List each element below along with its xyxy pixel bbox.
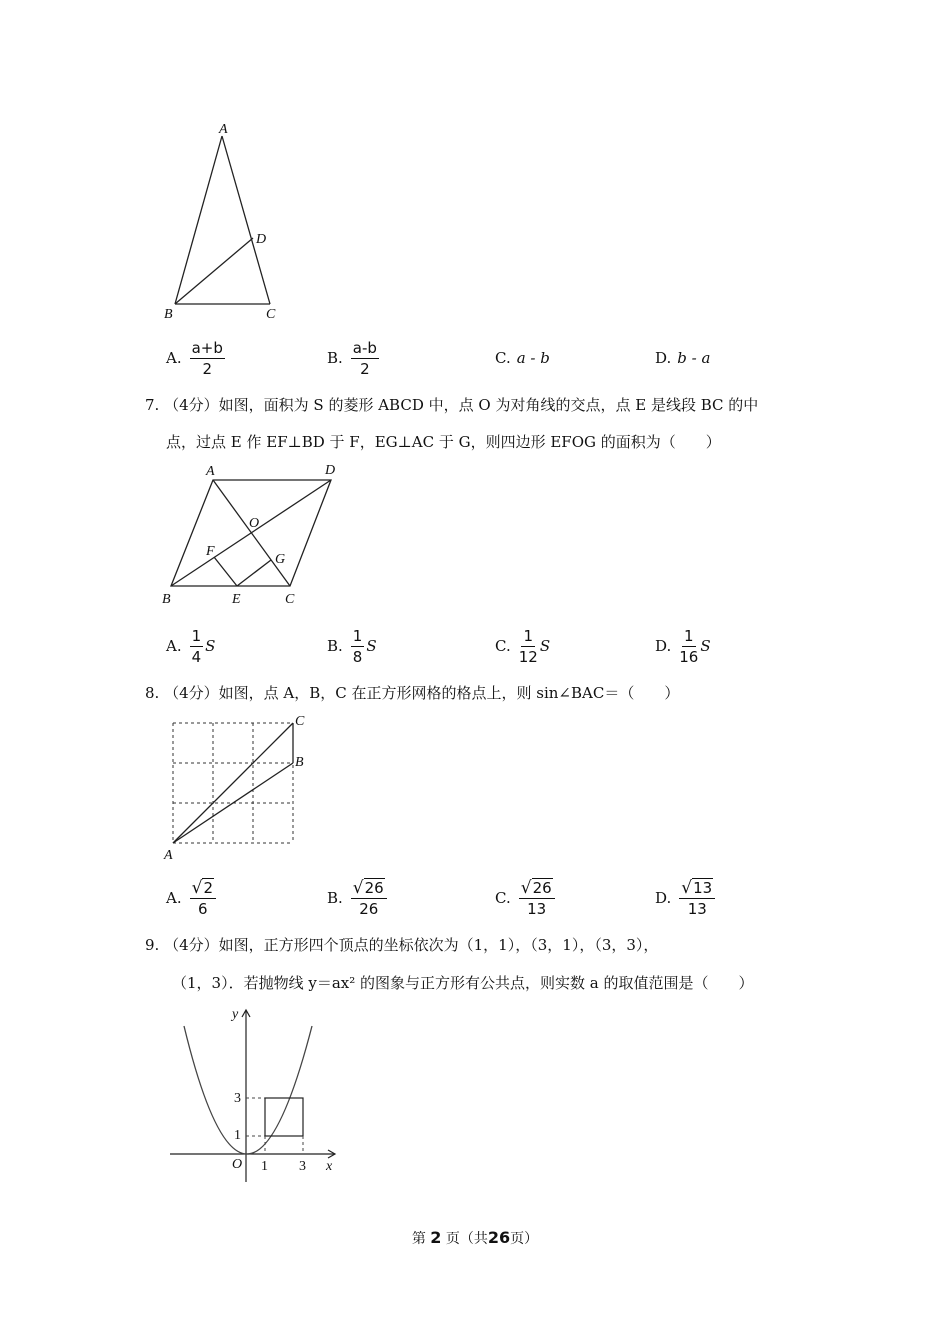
q7-label-o: O [249, 516, 260, 531]
q7-label-g: G [275, 552, 286, 567]
q8-option-c-fraction: √ 26 13 [519, 878, 555, 919]
q6-triangle-figure [155, 118, 295, 328]
q8-label-c: C [295, 714, 305, 729]
q7-number: 7. [145, 396, 160, 414]
q7-label-c: C [285, 592, 295, 607]
q9-square [265, 1098, 303, 1136]
q7-text-line1: 如图，面积为 S 的菱形 ABCD 中，点 O 为对角线的交点，点 E 是线段 BC 的中 [218, 396, 759, 414]
q7-option-c[interactable]: C. $\frac{1}{12}$ S [495, 626, 551, 666]
q9-text-line1: 如图，正方形四个顶点的坐标依次为（1，1），（3，1），（3，3）， [218, 936, 659, 954]
q6-label-c: C [266, 307, 276, 322]
q8-option-d[interactable] [655, 874, 717, 922]
q7-option-d-fraction: $\frac{1}{16}$ [679, 626, 699, 666]
q7-rhombus-figure [155, 455, 355, 610]
q7-option-b-fraction: $\frac{1}{8}$ [352, 626, 363, 666]
q8-label-b: B [295, 755, 304, 770]
q6-label-d: D [256, 232, 267, 247]
q6-segment-bd [175, 238, 253, 304]
q7-segment-eg [237, 560, 271, 586]
q7-option-a-fraction: $\frac{1}{4}$ [191, 626, 202, 666]
q7-label-f: F [206, 544, 215, 559]
q9-label-o: O [232, 1157, 243, 1172]
q6-label-a: A [219, 122, 228, 137]
q9-score: （4分） [164, 936, 219, 954]
q9-tick-x1: 1 [261, 1159, 268, 1174]
q6-option-d[interactable] [655, 334, 710, 382]
q7-segment-ef [214, 557, 237, 586]
q6-option-a-fraction: $\frac{a+b}{2}$ [191, 338, 223, 378]
q7-score: （4分） [164, 396, 219, 414]
q7-option-d-label: D. [655, 637, 672, 655]
q8-option-c-label: C. [495, 889, 511, 907]
q7-option-a-label: A. [166, 637, 182, 655]
q7-option-b[interactable]: B. $\frac{1}{8}$ S [327, 626, 377, 666]
q6-side-ac [222, 136, 270, 304]
q6-option-c[interactable] [495, 334, 550, 382]
q9-label-x: x [326, 1159, 333, 1174]
q6-option-b[interactable] [327, 334, 381, 382]
q9-stem-line2: （1，3）．若抛物线 y＝ax² 的图象与正方形有公共点，则实数 a 的取值范围是（ ） [172, 974, 754, 992]
q8-option-a-label: A. [166, 889, 182, 907]
q9-guide-lines [246, 1098, 303, 1154]
q6-option-c-text: a - b [516, 349, 550, 367]
q7-stem-line2: 点，过点 E 作 EF⊥BD 于 F，EG⊥AC 于 G，则四边形 EFOG 的面积为（ ） [166, 433, 721, 451]
q9-number: 9. [145, 936, 160, 954]
q7-label-a: A [206, 464, 215, 479]
q8-text: 如图，点 A，B，C 在正方形网格的格点上，则 sin∠BAC＝（ ） [218, 684, 680, 702]
q8-option-c[interactable] [495, 874, 557, 922]
q8-grid-figure [155, 705, 325, 865]
q7-option-a[interactable]: A. $\frac{1}{4}$ S [166, 626, 216, 666]
q7-stem-line1 [145, 395, 758, 415]
footer-total-pages: 26 [487, 1228, 511, 1247]
q8-option-d-label: D. [655, 889, 672, 907]
q9-tick-x3: 3 [299, 1159, 306, 1174]
q6-label-b: B [164, 307, 173, 322]
q8-label-a: A [164, 848, 173, 863]
q9-label-y: y [232, 1007, 239, 1022]
q8-segment-ac [173, 723, 293, 843]
q8-option-b[interactable] [327, 874, 389, 922]
q6-option-a[interactable] [166, 334, 227, 382]
q6-option-a-label: A. [166, 349, 182, 367]
q6-side-ab [175, 136, 222, 304]
q9-tick-y1: 1 [234, 1128, 241, 1143]
q6-option-b-label: B. [327, 349, 343, 367]
q8-stem [145, 683, 679, 703]
q7-option-c-label: C. [495, 637, 511, 655]
q7-option-b-label: B. [327, 637, 343, 655]
q8-score: （4分） [164, 684, 219, 702]
q6-option-c-label: C. [495, 349, 511, 367]
page-footer: 第 2 页（共26页） [411, 1228, 539, 1247]
q8-option-b-label: B. [327, 889, 343, 907]
q6-option-d-label: D. [655, 349, 672, 367]
q8-option-d-fraction: √ 13 13 [679, 878, 715, 919]
q8-option-a[interactable] [166, 874, 218, 922]
q9-parabola-curve [184, 1026, 312, 1154]
q9-stem-line1 [145, 935, 658, 955]
q9-tick-y3: 3 [234, 1091, 241, 1106]
q7-label-b: B [162, 592, 171, 607]
q7-option-c-fraction: $\frac{1}{12}$ [518, 626, 538, 666]
q6-option-d-text: b - a [677, 349, 711, 367]
q7-label-e: E [232, 592, 241, 607]
footer-page-number: 2 [430, 1228, 442, 1247]
q8-option-a-fraction: √ 2 6 [190, 878, 216, 919]
q6-option-b-fraction: $\frac{a-b}{2}$ [352, 338, 377, 378]
q7-label-d: D [325, 463, 336, 478]
q7-option-d[interactable]: D. $\frac{1}{16}$ S [655, 626, 711, 666]
q8-number: 8. [145, 684, 160, 702]
q9-parabola-figure [160, 1002, 360, 1187]
q8-option-b-fraction: √ 26 26 [351, 878, 387, 919]
